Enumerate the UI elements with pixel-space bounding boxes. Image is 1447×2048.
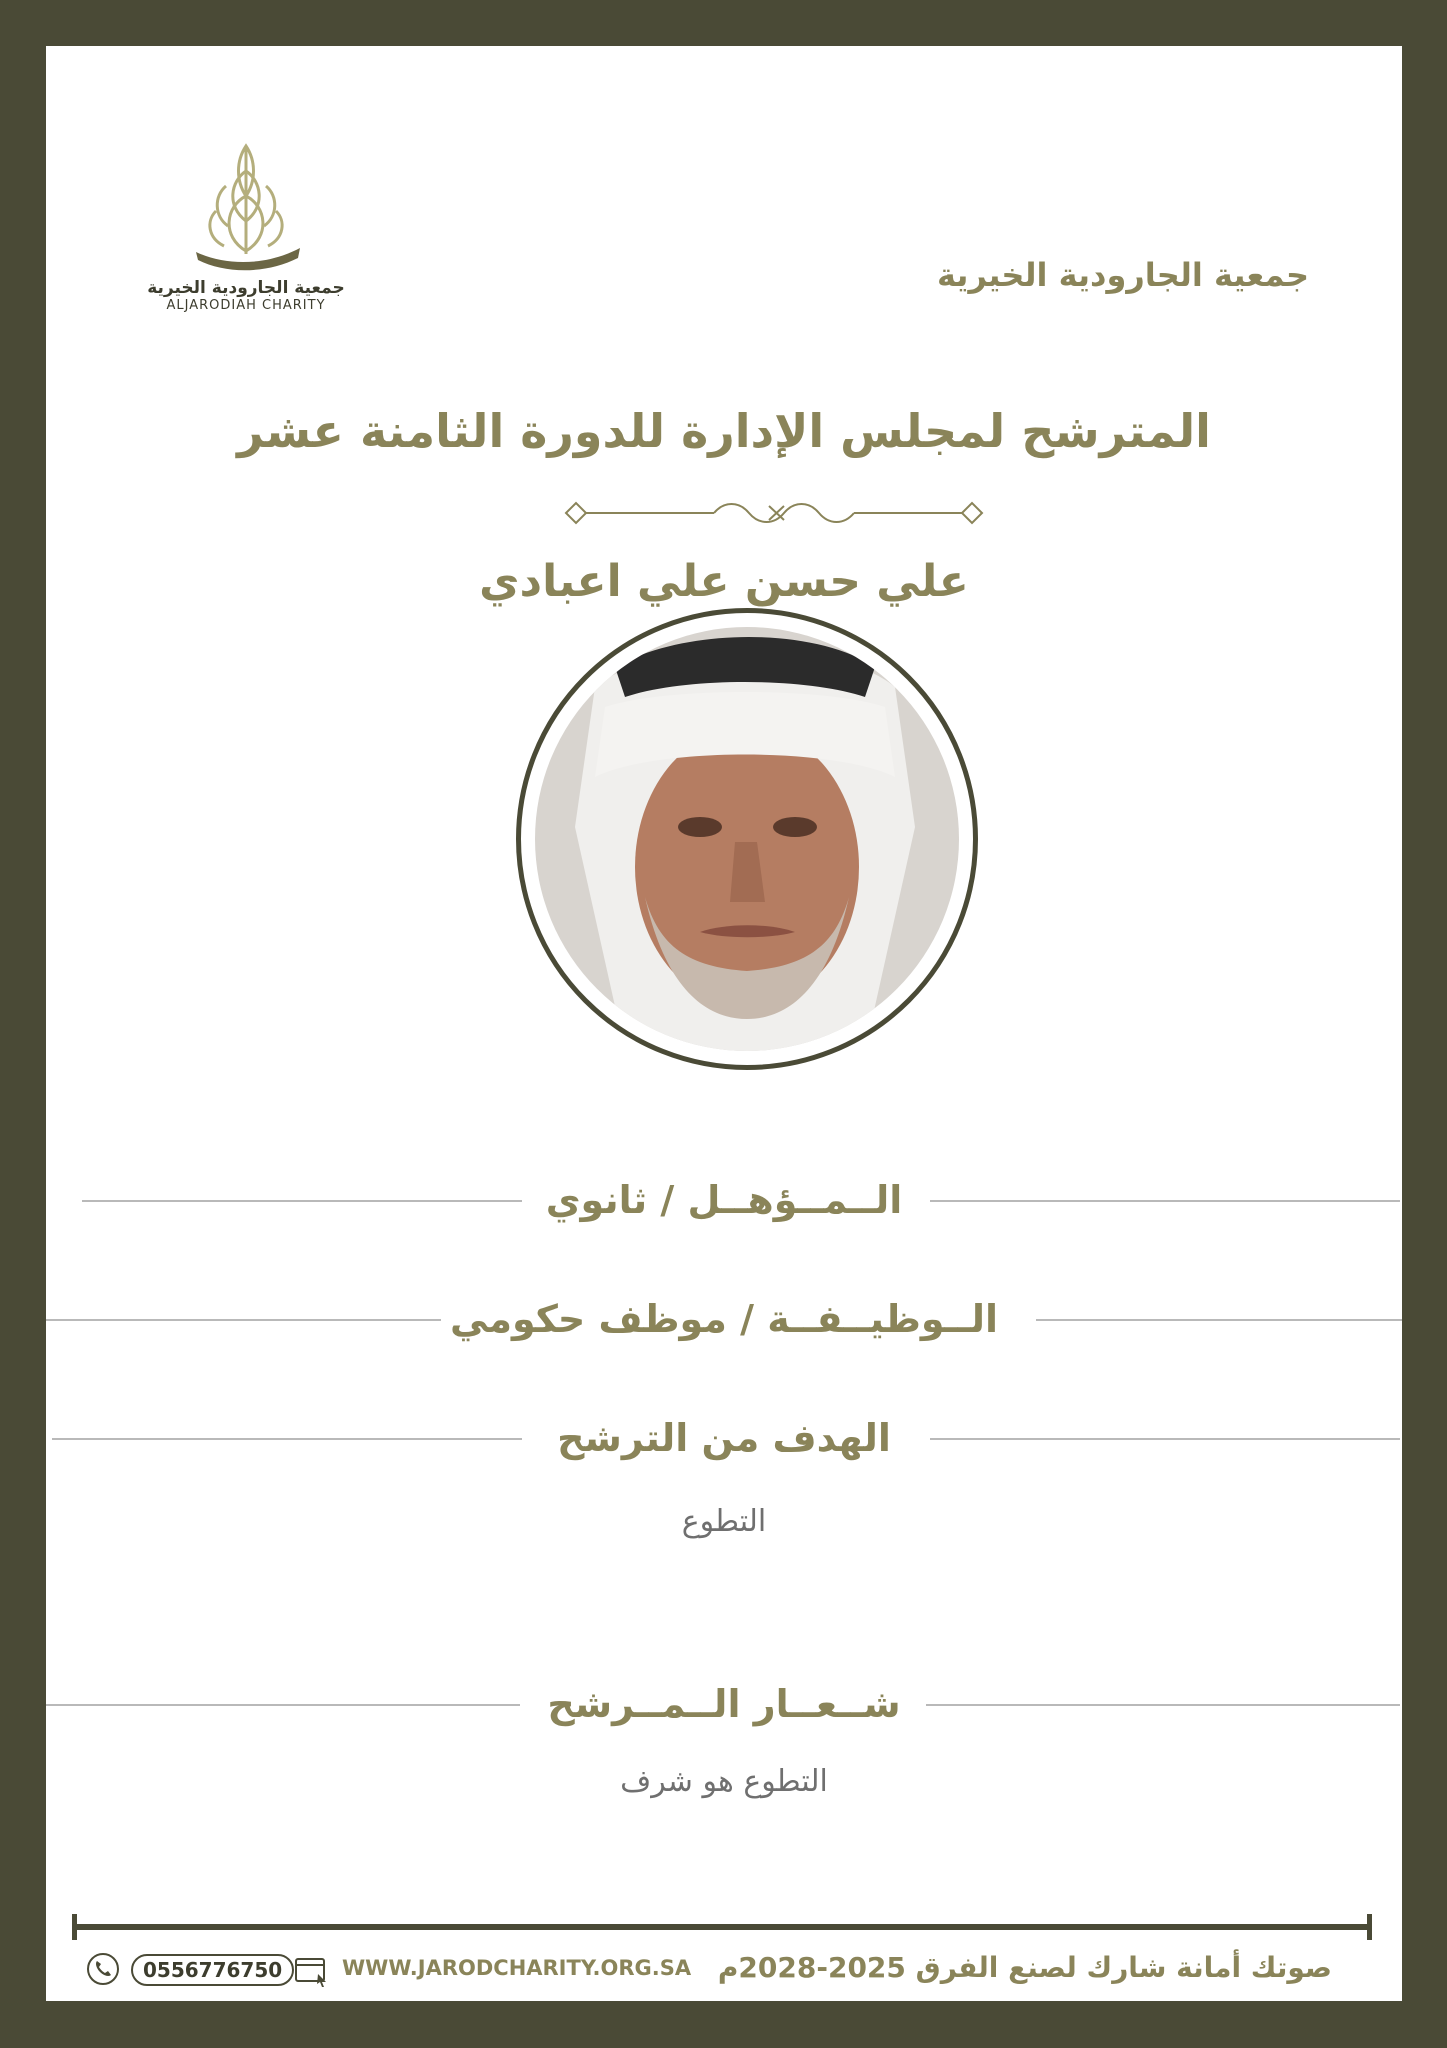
wheat-logo-icon	[176, 126, 316, 276]
candidate-name: علي حسن علي اعبادي	[479, 556, 969, 607]
qualification-label: الــمــؤهــل / ثانوي	[545, 1178, 903, 1222]
motto-row	[46, 1674, 1402, 1734]
goal-row	[46, 1408, 1402, 1468]
website-link[interactable]: WWW.JARODCHARITY.ORG.SA	[342, 1956, 692, 1980]
phone-number[interactable]: 0556776750	[131, 1954, 294, 1986]
goal-label: الهدف من الترشح	[557, 1416, 891, 1460]
qualification-row	[46, 1170, 1402, 1230]
candidate-photo	[535, 627, 959, 1051]
candidate-card	[46, 46, 1402, 2001]
motto-label: شــعــار الــمــرشح	[547, 1682, 901, 1726]
footer-slogan: صوتك أمانة شارك لصنع الفرق 2025-2028م	[717, 1951, 1332, 1984]
divider-ornament-icon	[564, 496, 984, 530]
candidate-photo-frame	[516, 608, 978, 1070]
motto-value: التطوع هو شرف	[620, 1764, 828, 1799]
website-icon	[294, 1956, 330, 1988]
logo-arabic-text: جمعية الجارودية الخيرية	[147, 278, 345, 298]
logo-english-text: ALJARODIAH CHARITY	[166, 298, 326, 313]
job-row	[46, 1289, 1402, 1349]
footer-bar-cap	[1367, 1914, 1372, 1940]
job-label: الــوظيــفــة / موظف حكومي	[450, 1297, 998, 1341]
page-title: المترشح لمجلس الإدارة للدورة الثامنة عشر	[237, 404, 1211, 458]
footer-bar	[72, 1924, 1372, 1930]
organization-name: جمعية الجارودية الخيرية	[937, 256, 1309, 294]
goal-value: التطوع	[681, 1504, 767, 1539]
phone-icon	[86, 1952, 120, 1986]
charity-logo	[146, 126, 346, 356]
